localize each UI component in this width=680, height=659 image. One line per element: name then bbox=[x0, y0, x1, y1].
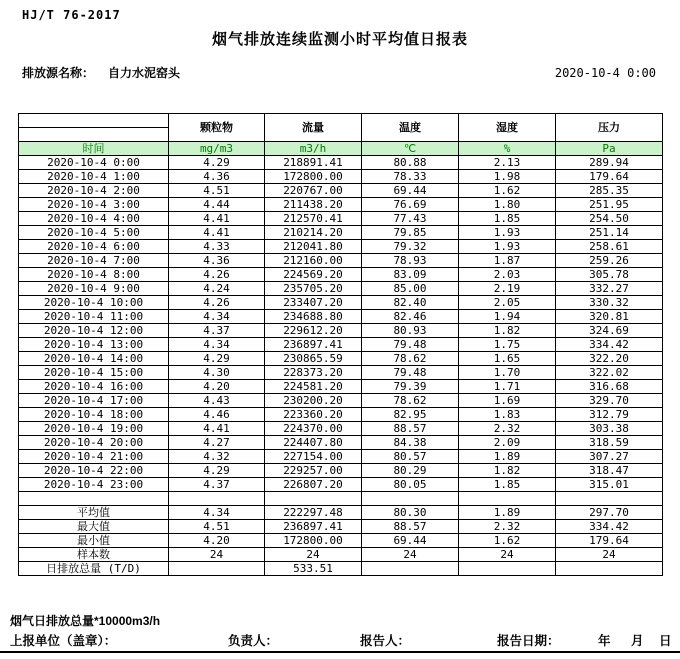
unit-particulate: mg/m3 bbox=[169, 142, 265, 156]
value-cell: 318.47 bbox=[556, 464, 663, 478]
value-cell: 229612.20 bbox=[265, 324, 362, 338]
value-cell: 4.30 bbox=[169, 366, 265, 380]
time-cell: 2020-10-4 22:00 bbox=[19, 464, 169, 478]
unit-temperature: ℃ bbox=[362, 142, 459, 156]
value-cell: 233407.20 bbox=[265, 296, 362, 310]
summary-row bbox=[19, 506, 663, 520]
empty-cell bbox=[265, 492, 362, 506]
value-cell: 78.62 bbox=[362, 394, 459, 408]
summary-value: 24 bbox=[265, 548, 362, 562]
reporter-label: 报告人： bbox=[360, 634, 411, 648]
value-cell: 1.98 bbox=[459, 170, 556, 184]
value-cell: 1.85 bbox=[459, 212, 556, 226]
value-cell: 79.48 bbox=[362, 366, 459, 380]
time-cell: 2020-10-4 1:00 bbox=[19, 170, 169, 184]
summary-value: 1.89 bbox=[459, 506, 556, 520]
summary-value bbox=[459, 562, 556, 576]
time-cell: 2020-10-4 12:00 bbox=[19, 324, 169, 338]
time-cell: 2020-10-4 23:00 bbox=[19, 478, 169, 492]
summary-value: 533.51 bbox=[265, 562, 362, 576]
value-cell: 227154.00 bbox=[265, 450, 362, 464]
value-cell: 4.24 bbox=[169, 282, 265, 296]
data-row bbox=[19, 478, 663, 492]
data-row bbox=[19, 296, 663, 310]
empty-cell bbox=[459, 492, 556, 506]
signature-line bbox=[0, 631, 680, 647]
value-cell: 179.64 bbox=[556, 170, 663, 184]
value-cell: 1.70 bbox=[459, 366, 556, 380]
bottom-rule bbox=[0, 651, 680, 653]
value-cell: 236897.41 bbox=[265, 338, 362, 352]
value-cell: 82.46 bbox=[362, 310, 459, 324]
value-cell: 1.62 bbox=[459, 184, 556, 198]
data-row bbox=[19, 268, 663, 282]
summary-value: 2.32 bbox=[459, 520, 556, 534]
col-header-flow: 流量 bbox=[265, 114, 362, 142]
value-cell: 234688.80 bbox=[265, 310, 362, 324]
value-cell: 329.70 bbox=[556, 394, 663, 408]
summary-value: 24 bbox=[556, 548, 663, 562]
value-cell: 84.38 bbox=[362, 436, 459, 450]
value-cell: 312.79 bbox=[556, 408, 663, 422]
summary-row bbox=[19, 562, 663, 576]
value-cell: 307.27 bbox=[556, 450, 663, 464]
col-header-humidity: 湿度 bbox=[459, 114, 556, 142]
day-label: 日 bbox=[659, 634, 672, 648]
time-cell: 2020-10-4 15:00 bbox=[19, 366, 169, 380]
value-cell: 4.33 bbox=[169, 240, 265, 254]
value-cell: 1.82 bbox=[459, 464, 556, 478]
value-cell: 226807.20 bbox=[265, 478, 362, 492]
value-cell: 316.68 bbox=[556, 380, 663, 394]
value-cell: 1.69 bbox=[459, 394, 556, 408]
standard-code: HJ/T 76-2017 bbox=[22, 8, 121, 22]
report-datetime: 2020-10-4 0:00 bbox=[554, 66, 656, 80]
value-cell: 212570.41 bbox=[265, 212, 362, 226]
separator-row bbox=[19, 492, 663, 506]
empty-cell bbox=[556, 492, 663, 506]
unit-flow: m3/h bbox=[265, 142, 362, 156]
value-cell: 79.48 bbox=[362, 338, 459, 352]
value-cell: 4.29 bbox=[169, 156, 265, 170]
value-cell: 4.43 bbox=[169, 394, 265, 408]
data-row bbox=[19, 450, 663, 464]
value-cell: 1.93 bbox=[459, 226, 556, 240]
summary-value: 4.34 bbox=[169, 506, 265, 520]
data-row bbox=[19, 184, 663, 198]
value-cell: 79.32 bbox=[362, 240, 459, 254]
value-cell: 322.20 bbox=[556, 352, 663, 366]
value-cell: 2.05 bbox=[459, 296, 556, 310]
summary-value: 24 bbox=[362, 548, 459, 562]
value-cell: 224370.00 bbox=[265, 422, 362, 436]
value-cell: 1.75 bbox=[459, 338, 556, 352]
report-date-label: 报告日期： bbox=[497, 634, 560, 648]
value-cell: 303.38 bbox=[556, 422, 663, 436]
value-cell: 88.57 bbox=[362, 422, 459, 436]
col-header-particulate: 颗粒物 bbox=[169, 114, 265, 142]
value-cell: 223360.20 bbox=[265, 408, 362, 422]
value-cell: 69.44 bbox=[362, 184, 459, 198]
value-cell: 4.36 bbox=[169, 170, 265, 184]
footnote-text: 烟气日排放总量*10000m3/h bbox=[10, 614, 161, 628]
summary-value: 4.51 bbox=[169, 520, 265, 534]
value-cell: 82.95 bbox=[362, 408, 459, 422]
value-cell: 4.37 bbox=[169, 478, 265, 492]
value-cell: 4.44 bbox=[169, 198, 265, 212]
value-cell: 78.93 bbox=[362, 254, 459, 268]
summary-value bbox=[362, 562, 459, 576]
value-cell: 4.20 bbox=[169, 380, 265, 394]
value-cell: 4.41 bbox=[169, 226, 265, 240]
data-row bbox=[19, 170, 663, 184]
time-cell: 2020-10-4 8:00 bbox=[19, 268, 169, 282]
value-cell: 318.59 bbox=[556, 436, 663, 450]
value-cell: 80.93 bbox=[362, 324, 459, 338]
value-cell: 330.32 bbox=[556, 296, 663, 310]
summary-value: 222297.48 bbox=[265, 506, 362, 520]
value-cell: 4.51 bbox=[169, 184, 265, 198]
value-cell: 322.02 bbox=[556, 366, 663, 380]
data-row bbox=[19, 198, 663, 212]
empty-cell bbox=[19, 492, 169, 506]
corner-cell-bottom bbox=[19, 128, 169, 142]
value-cell: 320.81 bbox=[556, 310, 663, 324]
col-header-pressure: 压力 bbox=[556, 114, 663, 142]
summary-label: 平均值 bbox=[19, 506, 169, 520]
value-cell: 251.14 bbox=[556, 226, 663, 240]
value-cell: 1.82 bbox=[459, 324, 556, 338]
value-cell: 324.69 bbox=[556, 324, 663, 338]
value-cell: 82.40 bbox=[362, 296, 459, 310]
summary-value: 179.64 bbox=[556, 534, 663, 548]
data-row bbox=[19, 226, 663, 240]
value-cell: 80.57 bbox=[362, 450, 459, 464]
value-cell: 251.95 bbox=[556, 198, 663, 212]
value-cell: 1.94 bbox=[459, 310, 556, 324]
summary-row bbox=[19, 520, 663, 534]
value-cell: 218891.41 bbox=[265, 156, 362, 170]
value-cell: 1.85 bbox=[459, 478, 556, 492]
monitoring-table bbox=[18, 113, 663, 576]
value-cell: 4.29 bbox=[169, 464, 265, 478]
summary-value bbox=[169, 562, 265, 576]
value-cell: 211438.20 bbox=[265, 198, 362, 212]
summary-value: 1.62 bbox=[459, 534, 556, 548]
time-cell: 2020-10-4 3:00 bbox=[19, 198, 169, 212]
data-row bbox=[19, 436, 663, 450]
summary-value: 172800.00 bbox=[265, 534, 362, 548]
summary-value: 334.42 bbox=[556, 520, 663, 534]
value-cell: 85.00 bbox=[362, 282, 459, 296]
value-cell: 4.32 bbox=[169, 450, 265, 464]
value-cell: 229257.00 bbox=[265, 464, 362, 478]
value-cell: 1.89 bbox=[459, 450, 556, 464]
value-cell: 4.26 bbox=[169, 268, 265, 282]
value-cell: 172800.00 bbox=[265, 170, 362, 184]
time-cell: 2020-10-4 17:00 bbox=[19, 394, 169, 408]
summary-label: 样本数 bbox=[19, 548, 169, 562]
summary-value: 88.57 bbox=[362, 520, 459, 534]
data-row bbox=[19, 422, 663, 436]
value-cell: 230865.59 bbox=[265, 352, 362, 366]
summary-row bbox=[19, 548, 663, 562]
value-cell: 224569.20 bbox=[265, 268, 362, 282]
data-row bbox=[19, 352, 663, 366]
time-cell: 2020-10-4 9:00 bbox=[19, 282, 169, 296]
value-cell: 315.01 bbox=[556, 478, 663, 492]
footnote bbox=[10, 612, 160, 629]
value-cell: 79.85 bbox=[362, 226, 459, 240]
source-block bbox=[22, 64, 180, 81]
summary-value: 236897.41 bbox=[265, 520, 362, 534]
year-label: 年 bbox=[598, 634, 611, 648]
data-row bbox=[19, 156, 663, 170]
summary-value: 297.70 bbox=[556, 506, 663, 520]
value-cell: 4.34 bbox=[169, 310, 265, 324]
source-line bbox=[22, 64, 656, 81]
value-cell: 212160.00 bbox=[265, 254, 362, 268]
time-cell: 2020-10-4 4:00 bbox=[19, 212, 169, 226]
value-cell: 78.33 bbox=[362, 170, 459, 184]
time-cell: 2020-10-4 14:00 bbox=[19, 352, 169, 366]
time-cell: 2020-10-4 0:00 bbox=[19, 156, 169, 170]
value-cell: 1.65 bbox=[459, 352, 556, 366]
value-cell: 80.88 bbox=[362, 156, 459, 170]
value-cell: 4.36 bbox=[169, 254, 265, 268]
value-cell: 289.94 bbox=[556, 156, 663, 170]
data-row bbox=[19, 254, 663, 268]
unit-row bbox=[19, 142, 663, 156]
corner-cell-top bbox=[19, 114, 169, 128]
value-cell: 230200.20 bbox=[265, 394, 362, 408]
value-cell: 2.19 bbox=[459, 282, 556, 296]
report-unit-label: 上报单位（盖章）： bbox=[10, 634, 117, 648]
col-header-temperature: 温度 bbox=[362, 114, 459, 142]
unit-pressure: Pa bbox=[556, 142, 663, 156]
value-cell: 4.37 bbox=[169, 324, 265, 338]
value-cell: 285.35 bbox=[556, 184, 663, 198]
time-cell: 2020-10-4 21:00 bbox=[19, 450, 169, 464]
empty-cell bbox=[169, 492, 265, 506]
value-cell: 76.69 bbox=[362, 198, 459, 212]
value-cell: 259.26 bbox=[556, 254, 663, 268]
value-cell: 2.09 bbox=[459, 436, 556, 450]
summary-value: 80.30 bbox=[362, 506, 459, 520]
data-row bbox=[19, 338, 663, 352]
value-cell: 1.80 bbox=[459, 198, 556, 212]
data-row bbox=[19, 394, 663, 408]
time-cell: 2020-10-4 20:00 bbox=[19, 436, 169, 450]
unit-humidity: % bbox=[459, 142, 556, 156]
summary-label: 日排放总量 (T/D) bbox=[19, 562, 169, 576]
value-cell: 334.42 bbox=[556, 338, 663, 352]
summary-label: 最大值 bbox=[19, 520, 169, 534]
data-row bbox=[19, 366, 663, 380]
value-cell: 83.09 bbox=[362, 268, 459, 282]
data-row bbox=[19, 380, 663, 394]
value-cell: 4.29 bbox=[169, 352, 265, 366]
time-cell: 2020-10-4 18:00 bbox=[19, 408, 169, 422]
value-cell: 258.61 bbox=[556, 240, 663, 254]
value-cell: 4.26 bbox=[169, 296, 265, 310]
time-cell: 2020-10-4 5:00 bbox=[19, 226, 169, 240]
value-cell: 4.27 bbox=[169, 436, 265, 450]
time-cell: 2020-10-4 10:00 bbox=[19, 296, 169, 310]
time-header: 时间 bbox=[19, 142, 169, 156]
value-cell: 332.27 bbox=[556, 282, 663, 296]
value-cell: 77.43 bbox=[362, 212, 459, 226]
data-row bbox=[19, 212, 663, 226]
header-row-top bbox=[19, 114, 663, 128]
summary-value: 69.44 bbox=[362, 534, 459, 548]
time-cell: 2020-10-4 11:00 bbox=[19, 310, 169, 324]
time-cell: 2020-10-4 13:00 bbox=[19, 338, 169, 352]
value-cell: 4.34 bbox=[169, 338, 265, 352]
data-row bbox=[19, 310, 663, 324]
empty-cell bbox=[362, 492, 459, 506]
data-row bbox=[19, 240, 663, 254]
value-cell: 212041.80 bbox=[265, 240, 362, 254]
value-cell: 235705.20 bbox=[265, 282, 362, 296]
summary-value: 24 bbox=[169, 548, 265, 562]
value-cell: 4.46 bbox=[169, 408, 265, 422]
page-title: 烟气排放连续监测小时平均值日报表 bbox=[211, 31, 468, 48]
source-name: 自力水泥窑头 bbox=[108, 66, 181, 80]
summary-label: 最小值 bbox=[19, 534, 169, 548]
value-cell: 224407.80 bbox=[265, 436, 362, 450]
data-row bbox=[19, 408, 663, 422]
data-row bbox=[19, 324, 663, 338]
summary-value: 4.20 bbox=[169, 534, 265, 548]
value-cell: 228373.20 bbox=[265, 366, 362, 380]
value-cell: 305.78 bbox=[556, 268, 663, 282]
value-cell: 1.87 bbox=[459, 254, 556, 268]
value-cell: 2.13 bbox=[459, 156, 556, 170]
month-label: 月 bbox=[631, 634, 644, 648]
value-cell: 1.71 bbox=[459, 380, 556, 394]
value-cell: 1.83 bbox=[459, 408, 556, 422]
summary-value: 24 bbox=[459, 548, 556, 562]
time-cell: 2020-10-4 16:00 bbox=[19, 380, 169, 394]
value-cell: 2.32 bbox=[459, 422, 556, 436]
responsible-label: 负责人： bbox=[228, 634, 279, 648]
data-row bbox=[19, 282, 663, 296]
value-cell: 2.03 bbox=[459, 268, 556, 282]
summary-row bbox=[19, 534, 663, 548]
value-cell: 79.39 bbox=[362, 380, 459, 394]
data-row bbox=[19, 464, 663, 478]
value-cell: 80.29 bbox=[362, 464, 459, 478]
time-cell: 2020-10-4 19:00 bbox=[19, 422, 169, 436]
time-cell: 2020-10-4 2:00 bbox=[19, 184, 169, 198]
value-cell: 4.41 bbox=[169, 422, 265, 436]
time-cell: 2020-10-4 7:00 bbox=[19, 254, 169, 268]
value-cell: 1.93 bbox=[459, 240, 556, 254]
value-cell: 210214.20 bbox=[265, 226, 362, 240]
source-label: 排放源名称： bbox=[22, 66, 95, 80]
value-cell: 78.62 bbox=[362, 352, 459, 366]
summary-value bbox=[556, 562, 663, 576]
value-cell: 220767.00 bbox=[265, 184, 362, 198]
time-cell: 2020-10-4 6:00 bbox=[19, 240, 169, 254]
value-cell: 80.05 bbox=[362, 478, 459, 492]
value-cell: 4.41 bbox=[169, 212, 265, 226]
value-cell: 254.50 bbox=[556, 212, 663, 226]
value-cell: 224581.20 bbox=[265, 380, 362, 394]
